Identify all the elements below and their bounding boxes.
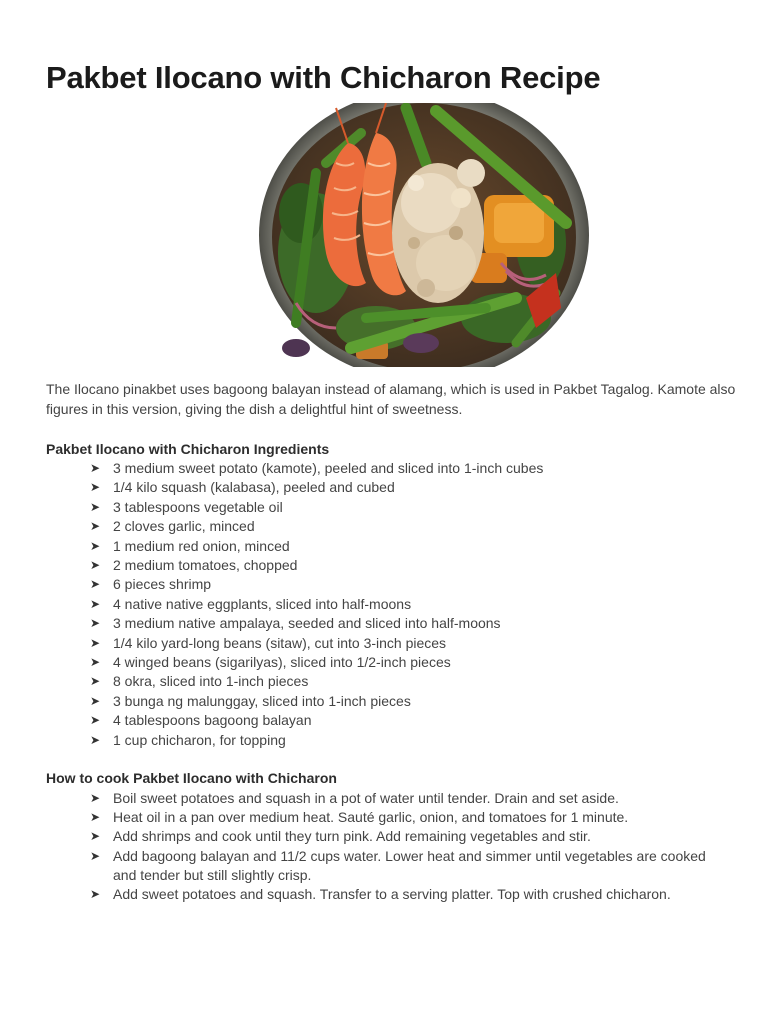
ingredients-list	[90, 459, 730, 750]
step-item: ➤ Add shrimps and cook until they turn pink. Add remaining vegetables and stir.	[90, 827, 730, 846]
arrow-bullet-icon: ➤	[90, 616, 101, 631]
arrow-bullet-icon: ➤	[90, 713, 101, 728]
method-steps-list	[90, 789, 730, 904]
list-item: ➤ 1 cup chicharon, for topping	[90, 731, 730, 750]
arrow-bullet-icon: ➤	[90, 655, 101, 670]
step-item: ➤ Boil sweet potatoes and squash in a pot of water until tender. Drain and set aside.	[90, 789, 730, 808]
arrow-bullet-icon: ➤	[90, 558, 101, 573]
arrow-bullet-icon: ➤	[90, 674, 101, 689]
arrow-bullet-icon: ➤	[90, 848, 101, 863]
step-item: ➤ Add bagoong balayan and 11/2 cups water. Lower heat and simmer until vegetables are cooked and tender but still slightly crisp.	[90, 847, 706, 883]
arrow-bullet-icon: ➤	[90, 887, 101, 902]
arrow-bullet-icon: ➤	[90, 538, 101, 553]
arrow-bullet-icon: ➤	[90, 577, 101, 592]
list-item: ➤ 2 medium tomatoes, chopped	[90, 556, 730, 575]
arrow-bullet-icon: ➤	[90, 519, 101, 534]
page-title: Pakbet Ilocano with Chicharon Recipe	[46, 60, 601, 95]
list-item: ➤ 4 tablespoons bagoong balayan	[90, 711, 730, 730]
list-item: ➤ 4 winged beans (sigarilyas), sliced into 1/2-inch pieces	[90, 653, 730, 672]
arrow-bullet-icon: ➤	[90, 635, 101, 650]
method-heading: How to cook Pakbet Ilocano with Chicharon	[46, 770, 337, 786]
list-item: ➤ 1/4 kilo yard-long beans (sitaw), cut into 3-inch pieces	[90, 634, 730, 653]
arrow-bullet-icon: ➤	[90, 791, 101, 805]
intro-paragraph: The Ilocano pinakbet uses bagoong balayan instead of alamang, which is used in Pakbet Tagalog. Kamote also figures in this version, giving the dish a delightful hint of sweetness.	[46, 381, 736, 417]
list-item: ➤ 3 medium sweet potato (kamote), peeled and sliced into 1-inch cubes	[90, 459, 730, 478]
arrow-bullet-icon: ➤	[90, 732, 101, 747]
arrow-bullet-icon: ➤	[90, 461, 101, 475]
list-item: ➤ 1 medium red onion, minced	[90, 537, 730, 556]
step-item: ➤ Heat oil in a pan over medium heat. Sauté garlic, onion, and tomatoes for 1 minute.	[90, 808, 730, 827]
dish-photo	[256, 103, 590, 367]
arrow-bullet-icon: ➤	[90, 810, 101, 825]
arrow-bullet-icon: ➤	[90, 693, 101, 708]
ingredients-heading: Pakbet Ilocano with Chicharon Ingredients	[46, 441, 330, 457]
arrow-bullet-icon: ➤	[90, 829, 101, 844]
list-item: ➤ 3 medium native ampalaya, seeded and sliced into half-moons	[90, 614, 730, 633]
list-item: ➤ 6 pieces shrimp	[90, 575, 730, 594]
arrow-bullet-icon: ➤	[90, 499, 101, 514]
step-item: ➤ Add sweet potatoes and squash. Transfer to a serving platter. Top with crushed chicharon.	[90, 885, 730, 904]
list-item: ➤ 4 native native eggplants, sliced into half-moons	[90, 595, 730, 614]
list-item: ➤ 2 cloves garlic, minced	[90, 517, 730, 536]
list-item: ➤ 8 okra, sliced into 1-inch pieces	[90, 672, 730, 691]
list-item: ➤ 1/4 kilo squash (kalabasa), peeled and cubed	[90, 478, 730, 497]
arrow-bullet-icon: ➤	[90, 596, 101, 611]
arrow-bullet-icon: ➤	[90, 480, 101, 495]
dish-illustration	[256, 103, 590, 367]
list-item: ➤ 3 tablespoons vegetable oil	[90, 498, 730, 517]
list-item: ➤ 3 bunga ng malunggay, sliced into 1-inch pieces	[90, 692, 730, 711]
